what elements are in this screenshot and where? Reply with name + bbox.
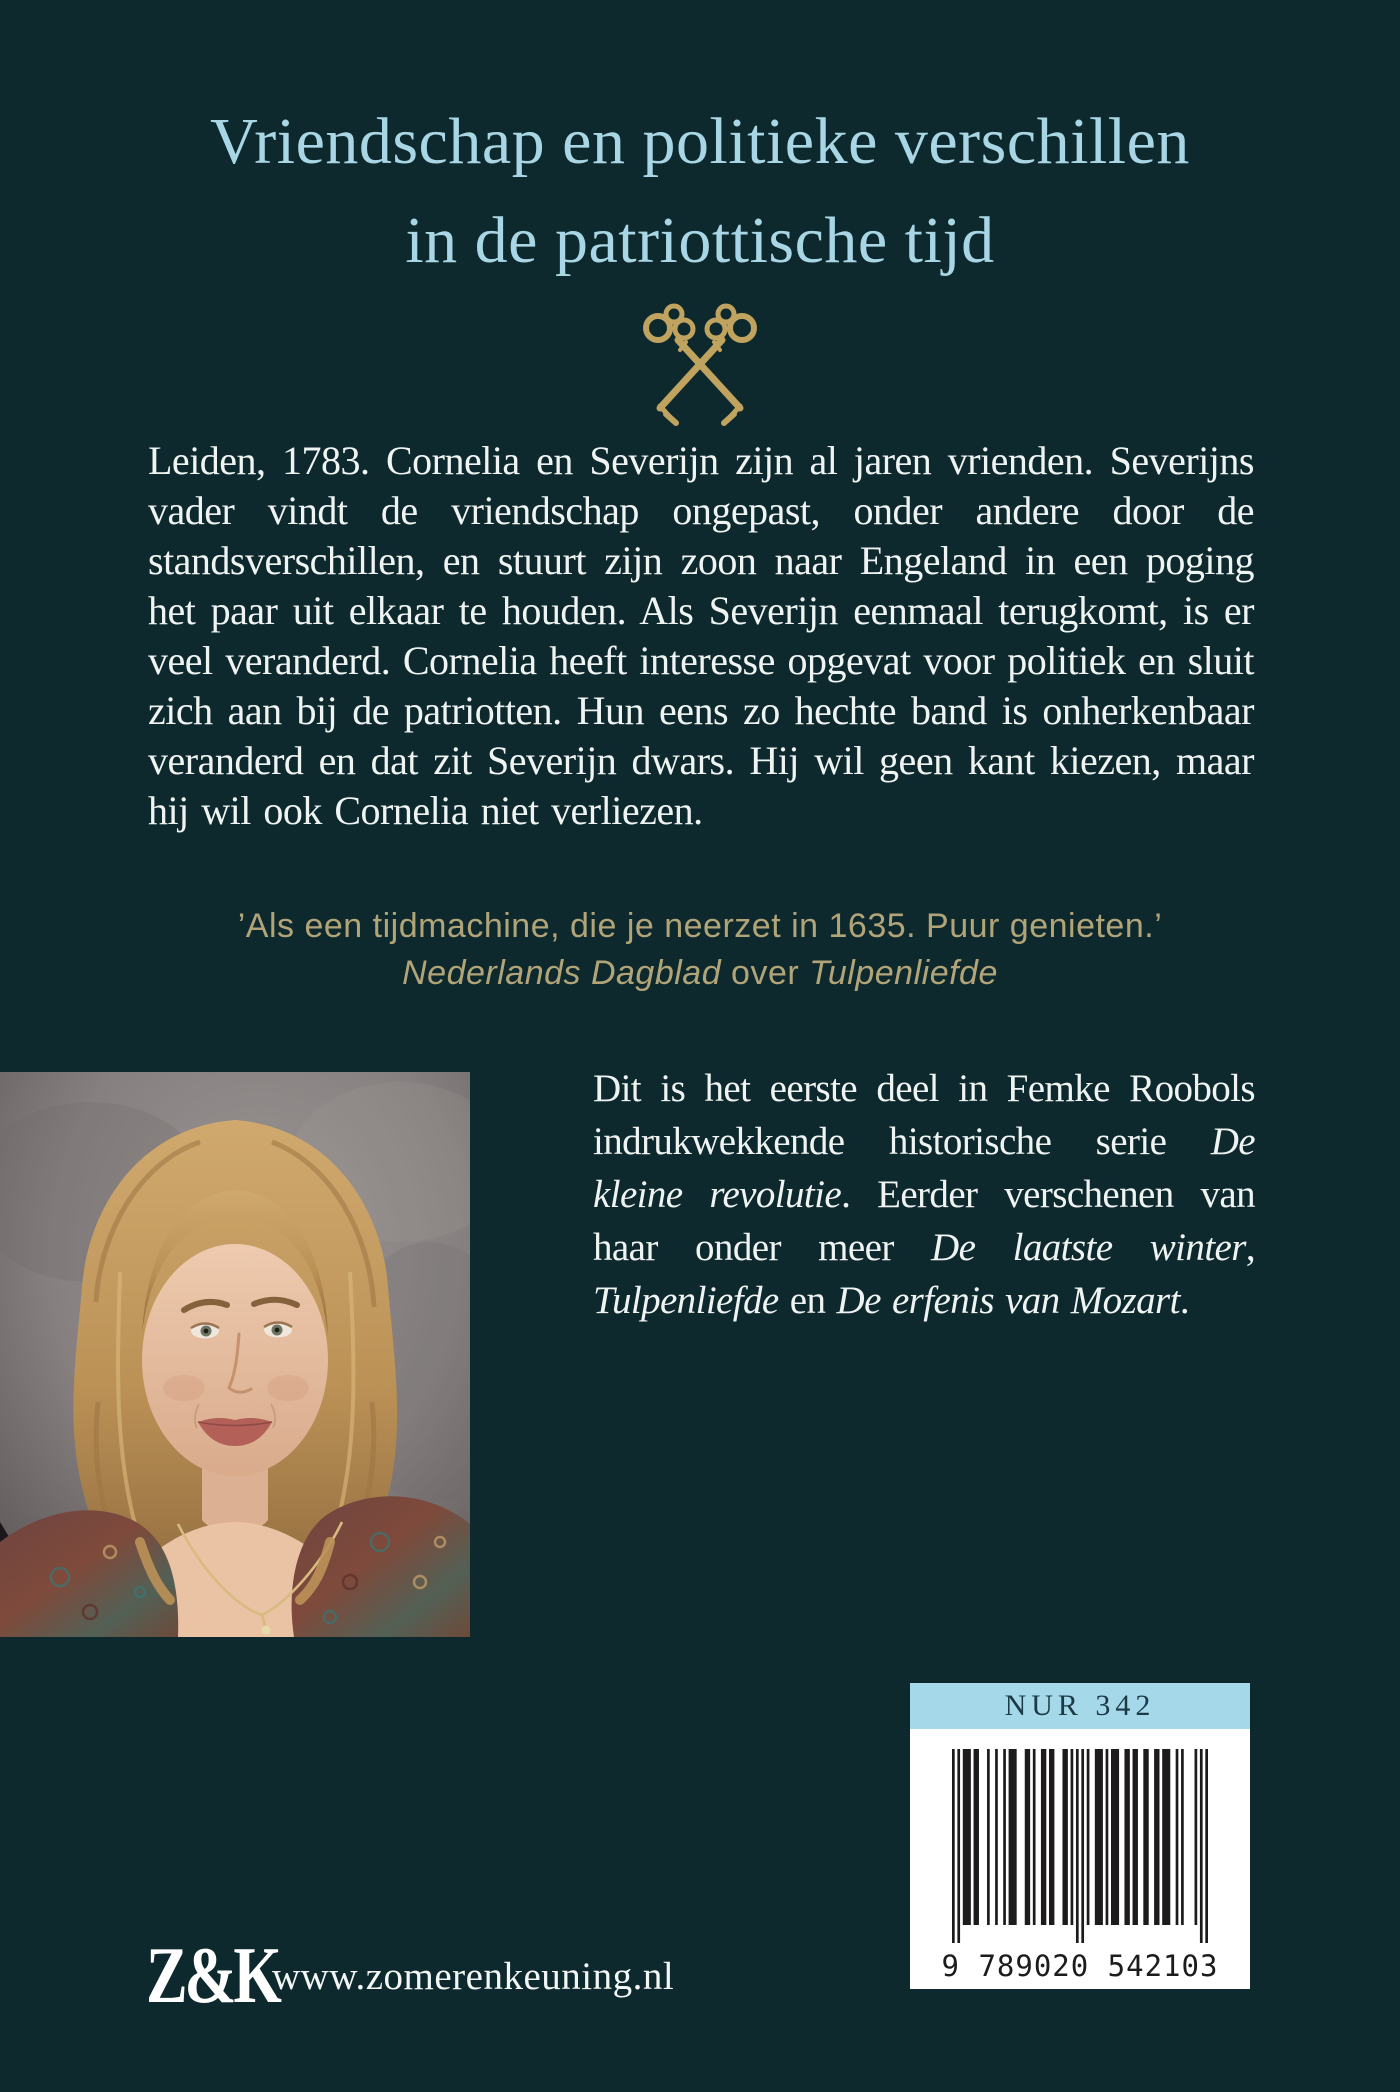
review-quote xyxy=(0,903,1400,997)
synopsis-text: Leiden, 1783. Cornelia en Severijn zijn al jaren vrienden. Severijns vader vindt de vriendschap ongepast, onder andere door de standsverschillen, en stuurt zijn zoon naar Engeland in een poging het paar uit elkaar te houden. Als Severijn eenmaal terugkomt, is er veel veranderd. Cornelia heeft interesse opgevat voor politiek en sluit zich aan bij de patriotten. Hun eens zo hechte band is onherkenbaar veranderd en dat zit Severijn dwars. Hij wil geen kant kiezen, maar hij wil ook Cornelia niet verliezen. xyxy=(148,438,1254,833)
about-author-text: Dit is het eerste deel in Femke Roobols indrukwekkende historische serie De kleine revolutie. Eerder verschenen van haar onder meer De laatste winter, Tulpenliefde en De erfenis van Mozart. xyxy=(593,1067,1255,1322)
barcode-panel xyxy=(910,1683,1250,1989)
crossed-keys-icon xyxy=(636,298,764,430)
author-photo xyxy=(0,1072,470,1637)
nur-label: NUR 342 xyxy=(910,1683,1250,1729)
ean-barcode-icon xyxy=(952,1749,1208,1943)
tagline-line2: in de patriottische tijd xyxy=(405,204,995,277)
quote-source: Nederlands Dagblad over Tulpenliefde xyxy=(402,954,998,992)
isbn-number: 9 789020 542103 xyxy=(941,1949,1219,1983)
publisher-logo: Z&K xyxy=(146,1932,279,2020)
quote-text: ’Als een tijdmachine, die je neerzet in 1635. Puur genieten.’ xyxy=(237,907,1163,945)
publisher-website: www.zomerenkeuning.nl xyxy=(272,1955,675,1998)
tagline xyxy=(0,92,1400,290)
tagline-line1: Vriendschap en politieke verschillen xyxy=(210,105,1190,178)
